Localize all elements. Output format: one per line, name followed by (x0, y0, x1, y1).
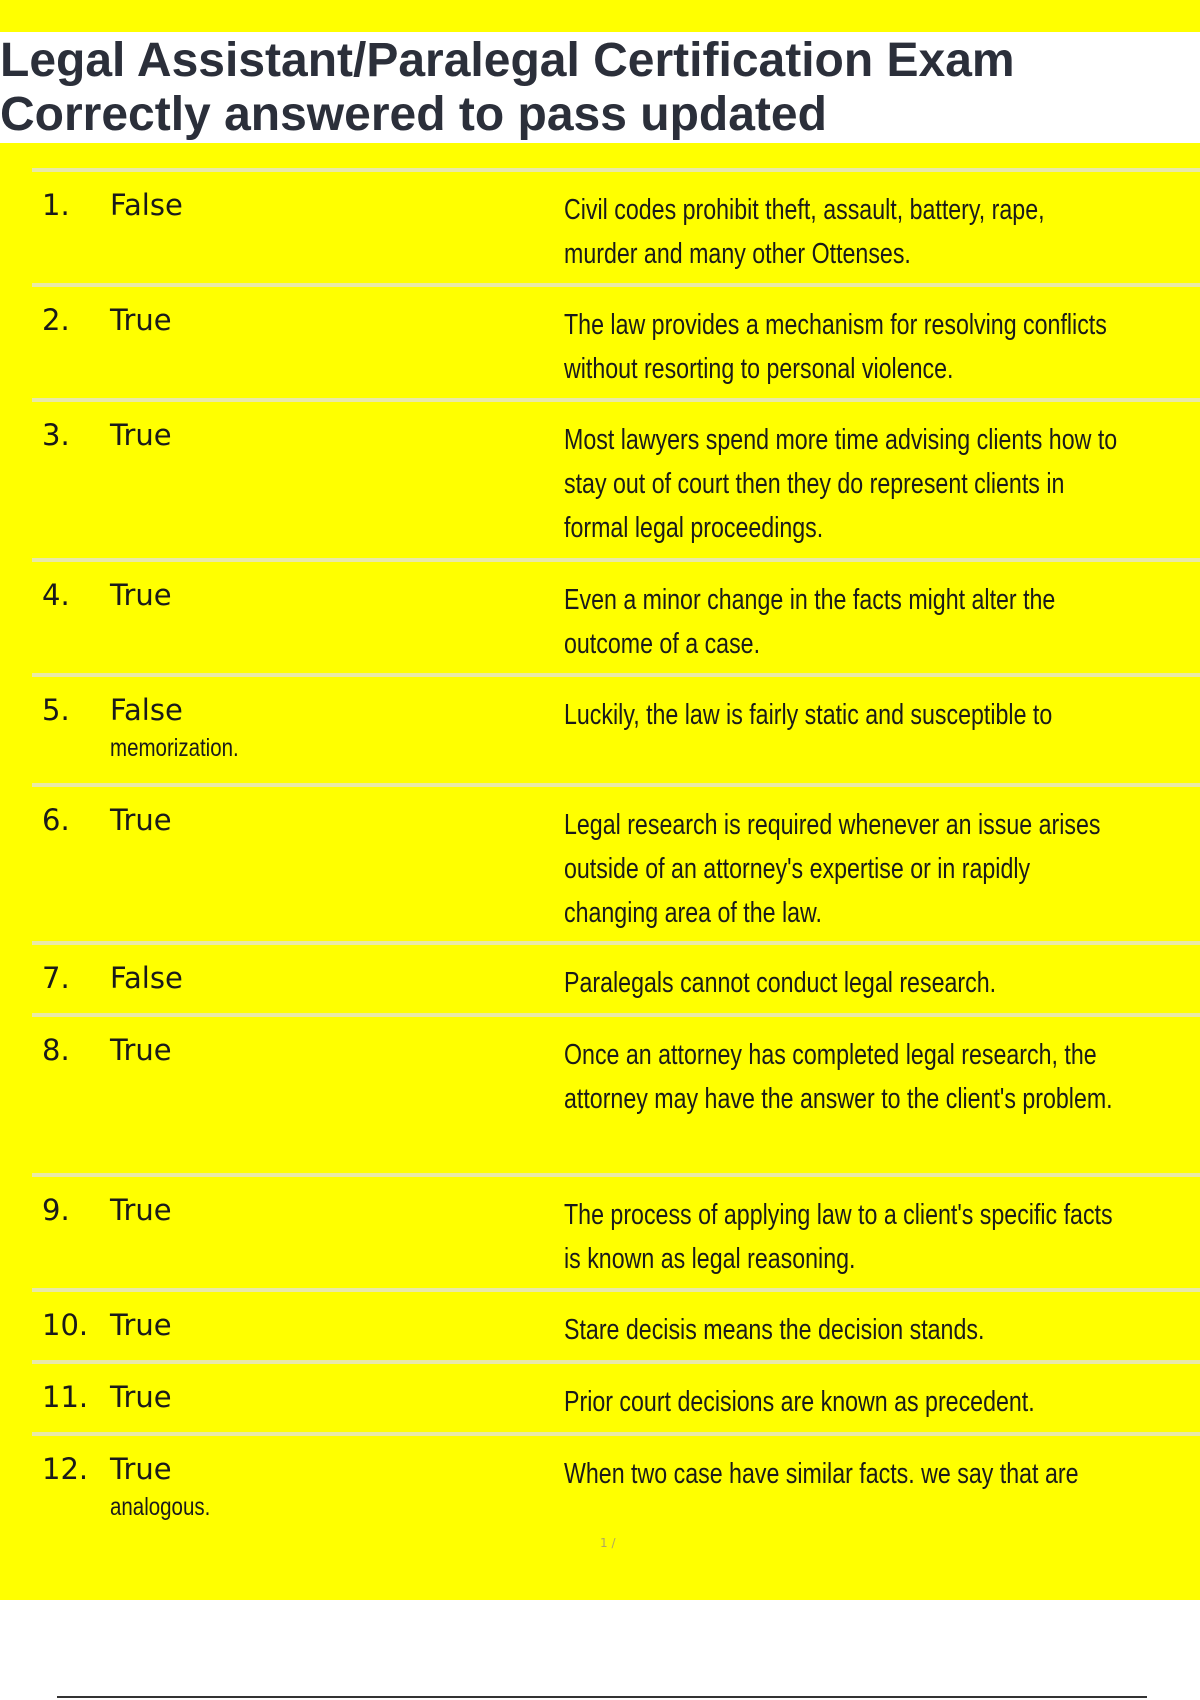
answer-explanation: Luckily, the law is fairly static and susceptible to (564, 699, 1053, 731)
answer-value: True (110, 303, 172, 337)
answer-value: False (110, 188, 183, 222)
answer-explanation: The law provides a mechanism for resolving conflicts without resorting to personal violence. (564, 309, 1107, 385)
answer-explanation: Even a minor change in the facts might alter the outcome of a case. (564, 584, 1056, 660)
answer-explanation: Civil codes prohibit theft, assault, battery, rape, murder and many other Ottenses. (564, 194, 1045, 270)
answer-table (32, 168, 1200, 1542)
answer-row (32, 1288, 1200, 1360)
question-number: 1. (42, 188, 70, 222)
question-number: 9. (42, 1193, 70, 1227)
page-number-mark: 1 / (600, 1536, 616, 1550)
title-line-2: Correctly answered to pass updated (0, 88, 827, 141)
question-number: 5. (42, 693, 70, 727)
answer-row (32, 283, 1200, 398)
answer-explanation: Legal research is required whenever an issue arises outside of an attorney's expertise or in rapidly changing area of the law. (564, 809, 1101, 929)
answer-explanation: Once an attorney has completed legal research, the attorney may have the answer to the client's problem. (564, 1039, 1113, 1115)
answer-row (32, 558, 1200, 673)
answer-value: True (110, 803, 172, 837)
answer-continuation: analogous. (110, 1493, 211, 1521)
answer-row (32, 941, 1200, 1013)
page-title (0, 33, 1200, 143)
answer-row (32, 1173, 1200, 1288)
answer-continuation: memorization. (110, 734, 239, 762)
answer-row (32, 783, 1200, 941)
answer-explanation: Prior court decisions are known as precedent. (564, 1386, 1035, 1418)
answer-value: True (110, 1452, 172, 1486)
question-number: 6. (42, 803, 70, 837)
question-number: 8. (42, 1033, 70, 1067)
question-number: 11. (42, 1380, 89, 1414)
question-number: 10. (42, 1308, 89, 1342)
answer-row (32, 168, 1200, 283)
answer-explanation: The process of applying law to a client's specific facts is known as legal reasoning. (564, 1199, 1113, 1275)
answer-value: True (110, 1033, 172, 1067)
answer-explanation: When two case have similar facts. we say that are (564, 1458, 1079, 1490)
answer-row (32, 1360, 1200, 1432)
answer-row (32, 1013, 1200, 1173)
answer-explanation: Paralegals cannot conduct legal research. (564, 967, 997, 999)
answer-value: True (110, 1380, 172, 1414)
question-number: 2. (42, 303, 70, 337)
answer-value: True (110, 1308, 172, 1342)
answer-value: True (110, 418, 172, 452)
answer-row (32, 398, 1200, 558)
answer-value: True (110, 578, 172, 612)
answer-row (32, 673, 1200, 783)
footer-divider (57, 1696, 1147, 1698)
question-number: 7. (42, 961, 70, 995)
top-highlight-band (0, 0, 1200, 32)
answer-value: True (110, 1193, 172, 1227)
title-line-1: Legal Assistant/Paralegal Certification Exam (0, 34, 1015, 87)
answer-explanation: Stare decisis means the decision stands. (564, 1314, 985, 1346)
question-number: 4. (42, 578, 70, 612)
answer-explanation: Most lawyers spend more time advising clients how to stay out of court then they do represent clients in formal legal proceedings. (564, 424, 1118, 544)
answer-row (32, 1432, 1200, 1542)
answer-value: False (110, 693, 183, 727)
answer-value: False (110, 961, 183, 995)
question-number: 3. (42, 418, 70, 452)
question-number: 12. (42, 1452, 89, 1486)
answer-panel (0, 143, 1200, 1600)
